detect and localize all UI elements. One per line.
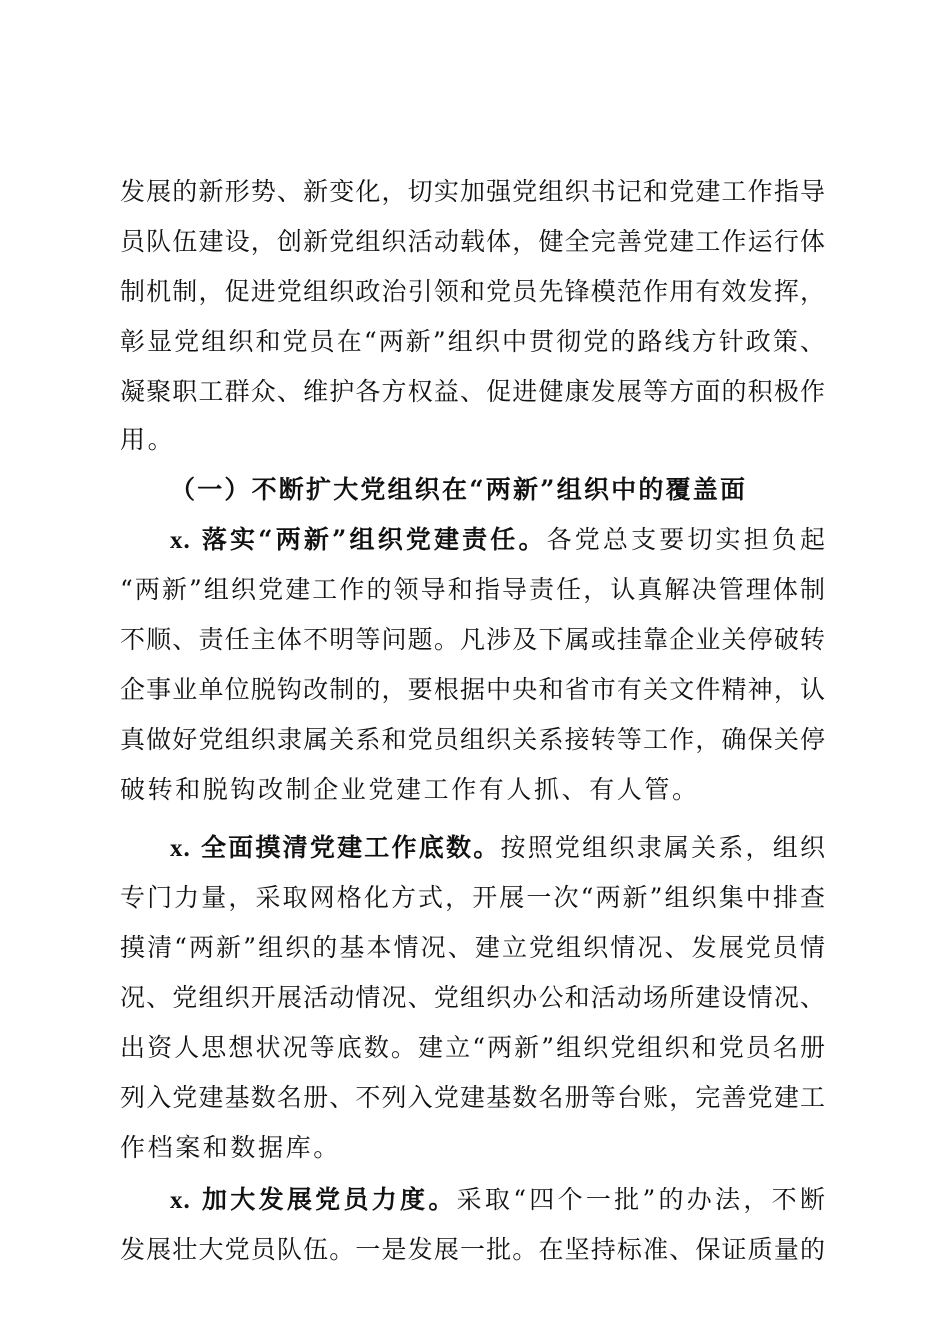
paragraph-line: 不顺、责任主体不明等问题。凡涉及下属或挂靠企业关停破转 bbox=[120, 625, 825, 654]
item-text: 按照党组织隶属关系，组织 bbox=[500, 833, 825, 862]
item-number: x. bbox=[170, 527, 191, 554]
item-text: 采取“四个一批”的办法，不断 bbox=[456, 1185, 825, 1214]
paragraph-line: 专门力量，采取网格化方式，开展一次“两新”组织集中排查 bbox=[120, 883, 825, 912]
paragraph-line: 用。 bbox=[120, 425, 176, 454]
item-number: x. bbox=[170, 1187, 191, 1214]
paragraph-line: 员队伍建设，创新党组织活动载体，健全完善党建工作运行体 bbox=[120, 227, 825, 256]
paragraph-line: 企事业单位脱钩改制的，要根据中央和省市有关文件精神，认 bbox=[120, 675, 825, 704]
paragraph-line: 况、党组织开展活动情况、党组织办公和活动场所建设情况、 bbox=[120, 983, 825, 1012]
item-title: 加大发展党员力度。 bbox=[202, 1185, 457, 1214]
item-title: 落实“两新”组织党建责任。 bbox=[201, 525, 547, 554]
paragraph-line: 真做好党组织隶属关系和党员组织关系接转等工作，确保关停 bbox=[120, 725, 825, 754]
paragraph-line: 破转和脱钩改制企业党建工作有人抓、有人管。 bbox=[120, 775, 700, 804]
paragraph-line: 列入党建基数名册、不列入党建基数名册等台账，完善党建工 bbox=[120, 1083, 825, 1112]
item-number: x. bbox=[170, 835, 191, 862]
paragraph-line: 作档案和数据库。 bbox=[120, 1133, 341, 1162]
item-text: 各党总支要切实担负起 bbox=[546, 525, 825, 554]
paragraph-line: 制机制，促进党组织政治引领和党员先锋模范作用有效发挥， bbox=[120, 277, 825, 306]
paragraph-line: 发展壮大党员队伍。一是发展一批。在坚持标准、保证质量的 bbox=[120, 1235, 825, 1264]
item-first-line bbox=[170, 520, 825, 560]
paragraph-line: 凝聚职工群众、维护各方权益、促进健康发展等方面的积极作 bbox=[120, 377, 825, 406]
item-first-line bbox=[170, 1180, 825, 1220]
paragraph-line: “两新”组织党建工作的领导和指导责任，认真解决管理体制 bbox=[120, 575, 825, 604]
item-title: 全面摸清党建工作底数。 bbox=[200, 833, 501, 862]
paragraph-line: 摸清“两新”组织的基本情况、建立党组织情况、发展党员情 bbox=[120, 933, 825, 962]
paragraph-line: 彰显党组织和党员在“两新”组织中贯彻党的路线方针政策、 bbox=[120, 327, 825, 356]
paragraph-line: 发展的新形势、新变化，切实加强党组织书记和党建工作指导 bbox=[120, 177, 825, 206]
item-first-line bbox=[170, 828, 825, 868]
paragraph-line: 出资人思想状况等底数。建立“两新”组织党组织和党员名册 bbox=[120, 1033, 825, 1062]
section-heading: （一）不断扩大党组织在“两新”组织中的覆盖面 bbox=[170, 475, 748, 504]
